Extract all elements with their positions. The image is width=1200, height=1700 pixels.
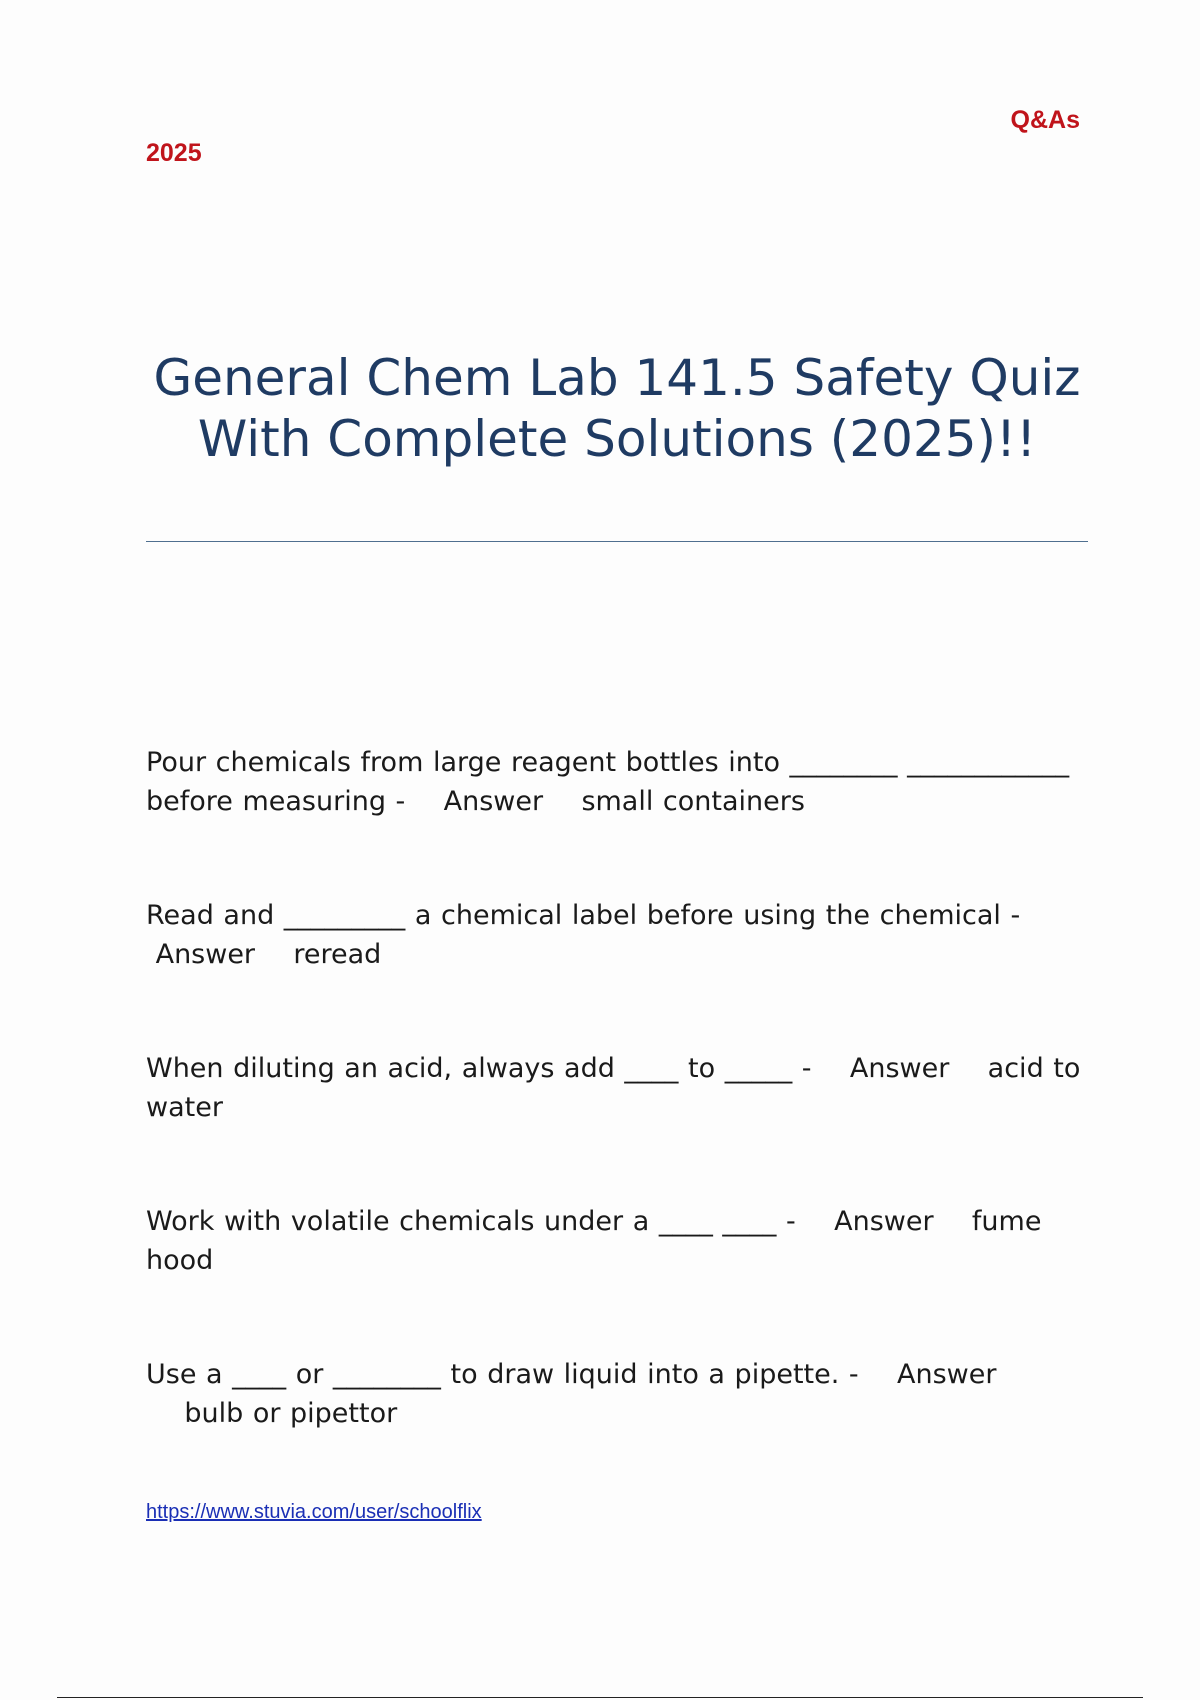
source-link[interactable]: https://www.stuvia.com/user/schoolflix	[146, 1501, 482, 1523]
document-title: General Chem Lab 141.5 Safety Quiz With Complete Solutions (2025)!!	[153, 349, 1081, 468]
qa-item	[146, 897, 1086, 974]
answer-label: Answer	[443, 785, 544, 817]
answer-text: reread	[293, 938, 382, 970]
answer-text: fume hood	[146, 1206, 1042, 1276]
answer-label: Answer	[849, 1053, 950, 1084]
question-text: Read and _________ a chemical label before using the chemical -	[146, 900, 1021, 931]
question-text: When diluting an acid, always add ____ to _____ -	[146, 1053, 812, 1084]
qa-item	[146, 1050, 1086, 1127]
answer-label: Answer	[834, 1206, 934, 1237]
footer-divider	[57, 1697, 1143, 1698]
qa-label: Q&As	[1010, 106, 1080, 134]
question-text: Work with volatile chemicals under a ____ ____ -	[146, 1206, 796, 1237]
qa-list	[146, 744, 1086, 1509]
answer-label: Answer	[897, 1359, 997, 1390]
question-text: Use a ____ or ________ to draw liquid into a pipette. -	[146, 1359, 859, 1390]
title-divider	[146, 541, 1088, 542]
answer-label: Answer	[155, 938, 256, 970]
answer-text: acid to water	[146, 1053, 1081, 1123]
answer-text: bulb or pipettor	[184, 1397, 398, 1429]
answer-text: small containers	[581, 785, 805, 817]
qa-item	[146, 1203, 1086, 1280]
year-label: 2025	[146, 139, 202, 167]
qa-item	[146, 1356, 1086, 1433]
qa-item	[146, 744, 1086, 821]
question-text: Pour chemicals from large reagent bottles into ________ ____________ before measuring -	[146, 747, 1070, 817]
